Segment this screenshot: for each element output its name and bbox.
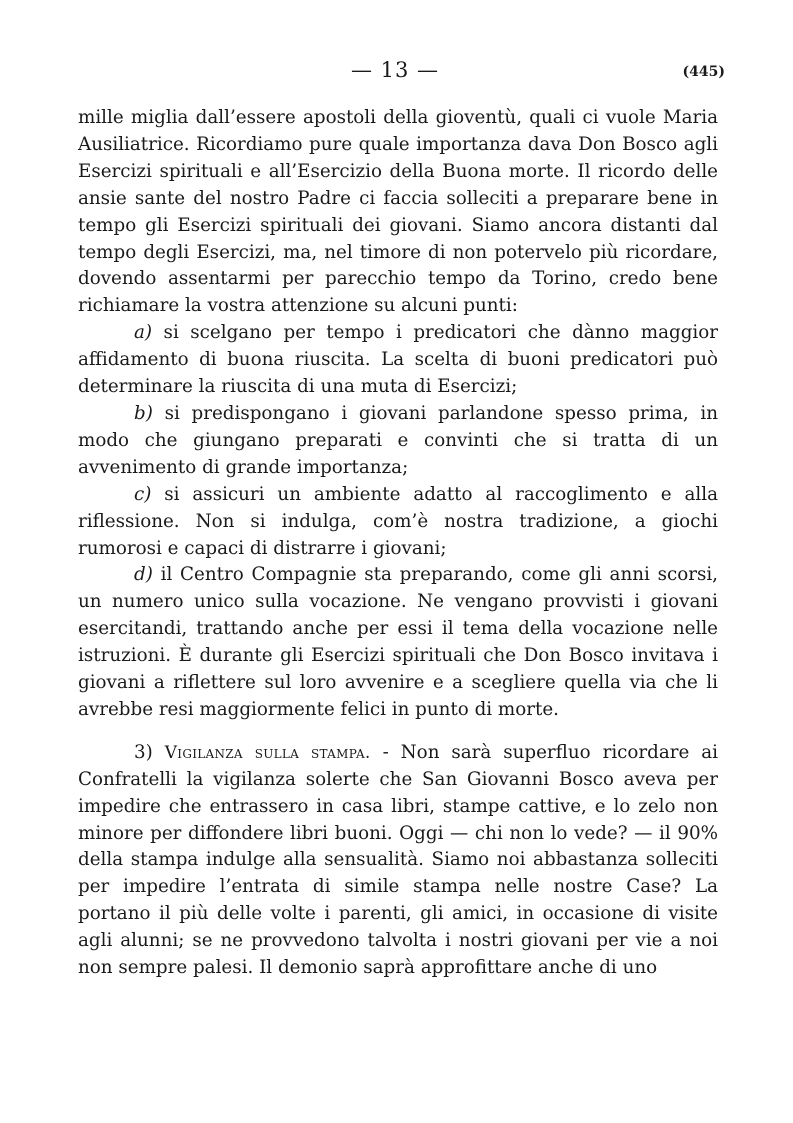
list-text-d: il Centro Compagnie sta preparando, come gli anni scorsi, un numero unico sulla vocazione. Ne vengano provvisti i giovani esercitandi, trattando anche per essi il tema della vocazione nelle istruzioni. È durante gli Esercizi spirituali che Don Bosco invitava i giovani a riflettere sul loro avvenire e a scegliere quella via che li avrebbe resi maggiormente felici in punto di morte. — [78, 564, 718, 720]
body-text — [78, 105, 718, 982]
list-item-d — [78, 562, 718, 723]
list-text-b: si predispongano i giovani parlandone spesso prima, in modo che giungano preparati e convinti che si tratta di un avvenimento di grande importanza; — [78, 402, 718, 478]
page-header — [0, 58, 793, 88]
page-number: — 13 — — [350, 58, 440, 82]
paragraph-intro: mille miglia dall’essere apostoli della gioventù, quali ci vuole Maria Ausiliatrice. Ricordiamo pure quale importanza dava Don Bosco agli Esercizi spirituali e all’Esercizio della Buona morte. Il ricordo delle ansie sante del nostro Padre ci faccia solleciti a preparare bene in tempo gli Esercizi spirituali dei giovani. Siamo ancora distanti dal tempo degli Esercizi, ma, nel timore di non potervelo più ricordare, dovendo assentarmi per parecchio tempo da Torino, credo bene richiamare la vostra attenzione su alcuni punti: — [78, 107, 718, 317]
section-3-text: - Non sarà superfluo ricordare ai Confratelli la vigilanza solerte che San Giovanni Bosco aveva per impedire che entrassero in casa libri, stampe cattive, e lo zelo non minore per diffondere libri buoni. Oggi — chi non lo vede? — il 90% della stampa indulge alla sensualità. Siamo noi abbastanza solleciti per impedire l’entrata di simile stampa nelle nostre Case? La portano il più delle volte i parenti, gli amici, in occasione di visite agli alunni; se ne provvedono talvolta i nostri giovani per vie a noi non sempre palesi. Il demonio saprà approfittare anche di uno — [78, 741, 718, 979]
section-3-number: 3) — [134, 741, 165, 763]
list-label-c: c) — [134, 483, 152, 505]
list-item-a — [78, 320, 718, 401]
page-reference-number: (445) — [682, 64, 725, 80]
list-text-a: si scelgano per tempo i predicatori che dànno maggior affidamento di buona riuscita. La scelta di buoni predicatori può determinare la riuscita di una muta di Esercizi; — [78, 322, 718, 398]
section-3-heading: Vigilanza sulla stampa. — [164, 742, 371, 763]
section-3-paragraph — [78, 740, 718, 982]
list-text-c: si assicuri un ambiente adatto al raccoglimento e alla riflessione. Non si indulga, com’è nostra tradizione, a giochi rumorosi e capaci di distrarre i giovani; — [78, 483, 718, 559]
list-label-d: d) — [134, 564, 153, 586]
list-item-c — [78, 482, 718, 563]
list-item-b — [78, 401, 718, 482]
list-label-a: a) — [134, 322, 153, 344]
list-label-b: b) — [134, 402, 153, 424]
